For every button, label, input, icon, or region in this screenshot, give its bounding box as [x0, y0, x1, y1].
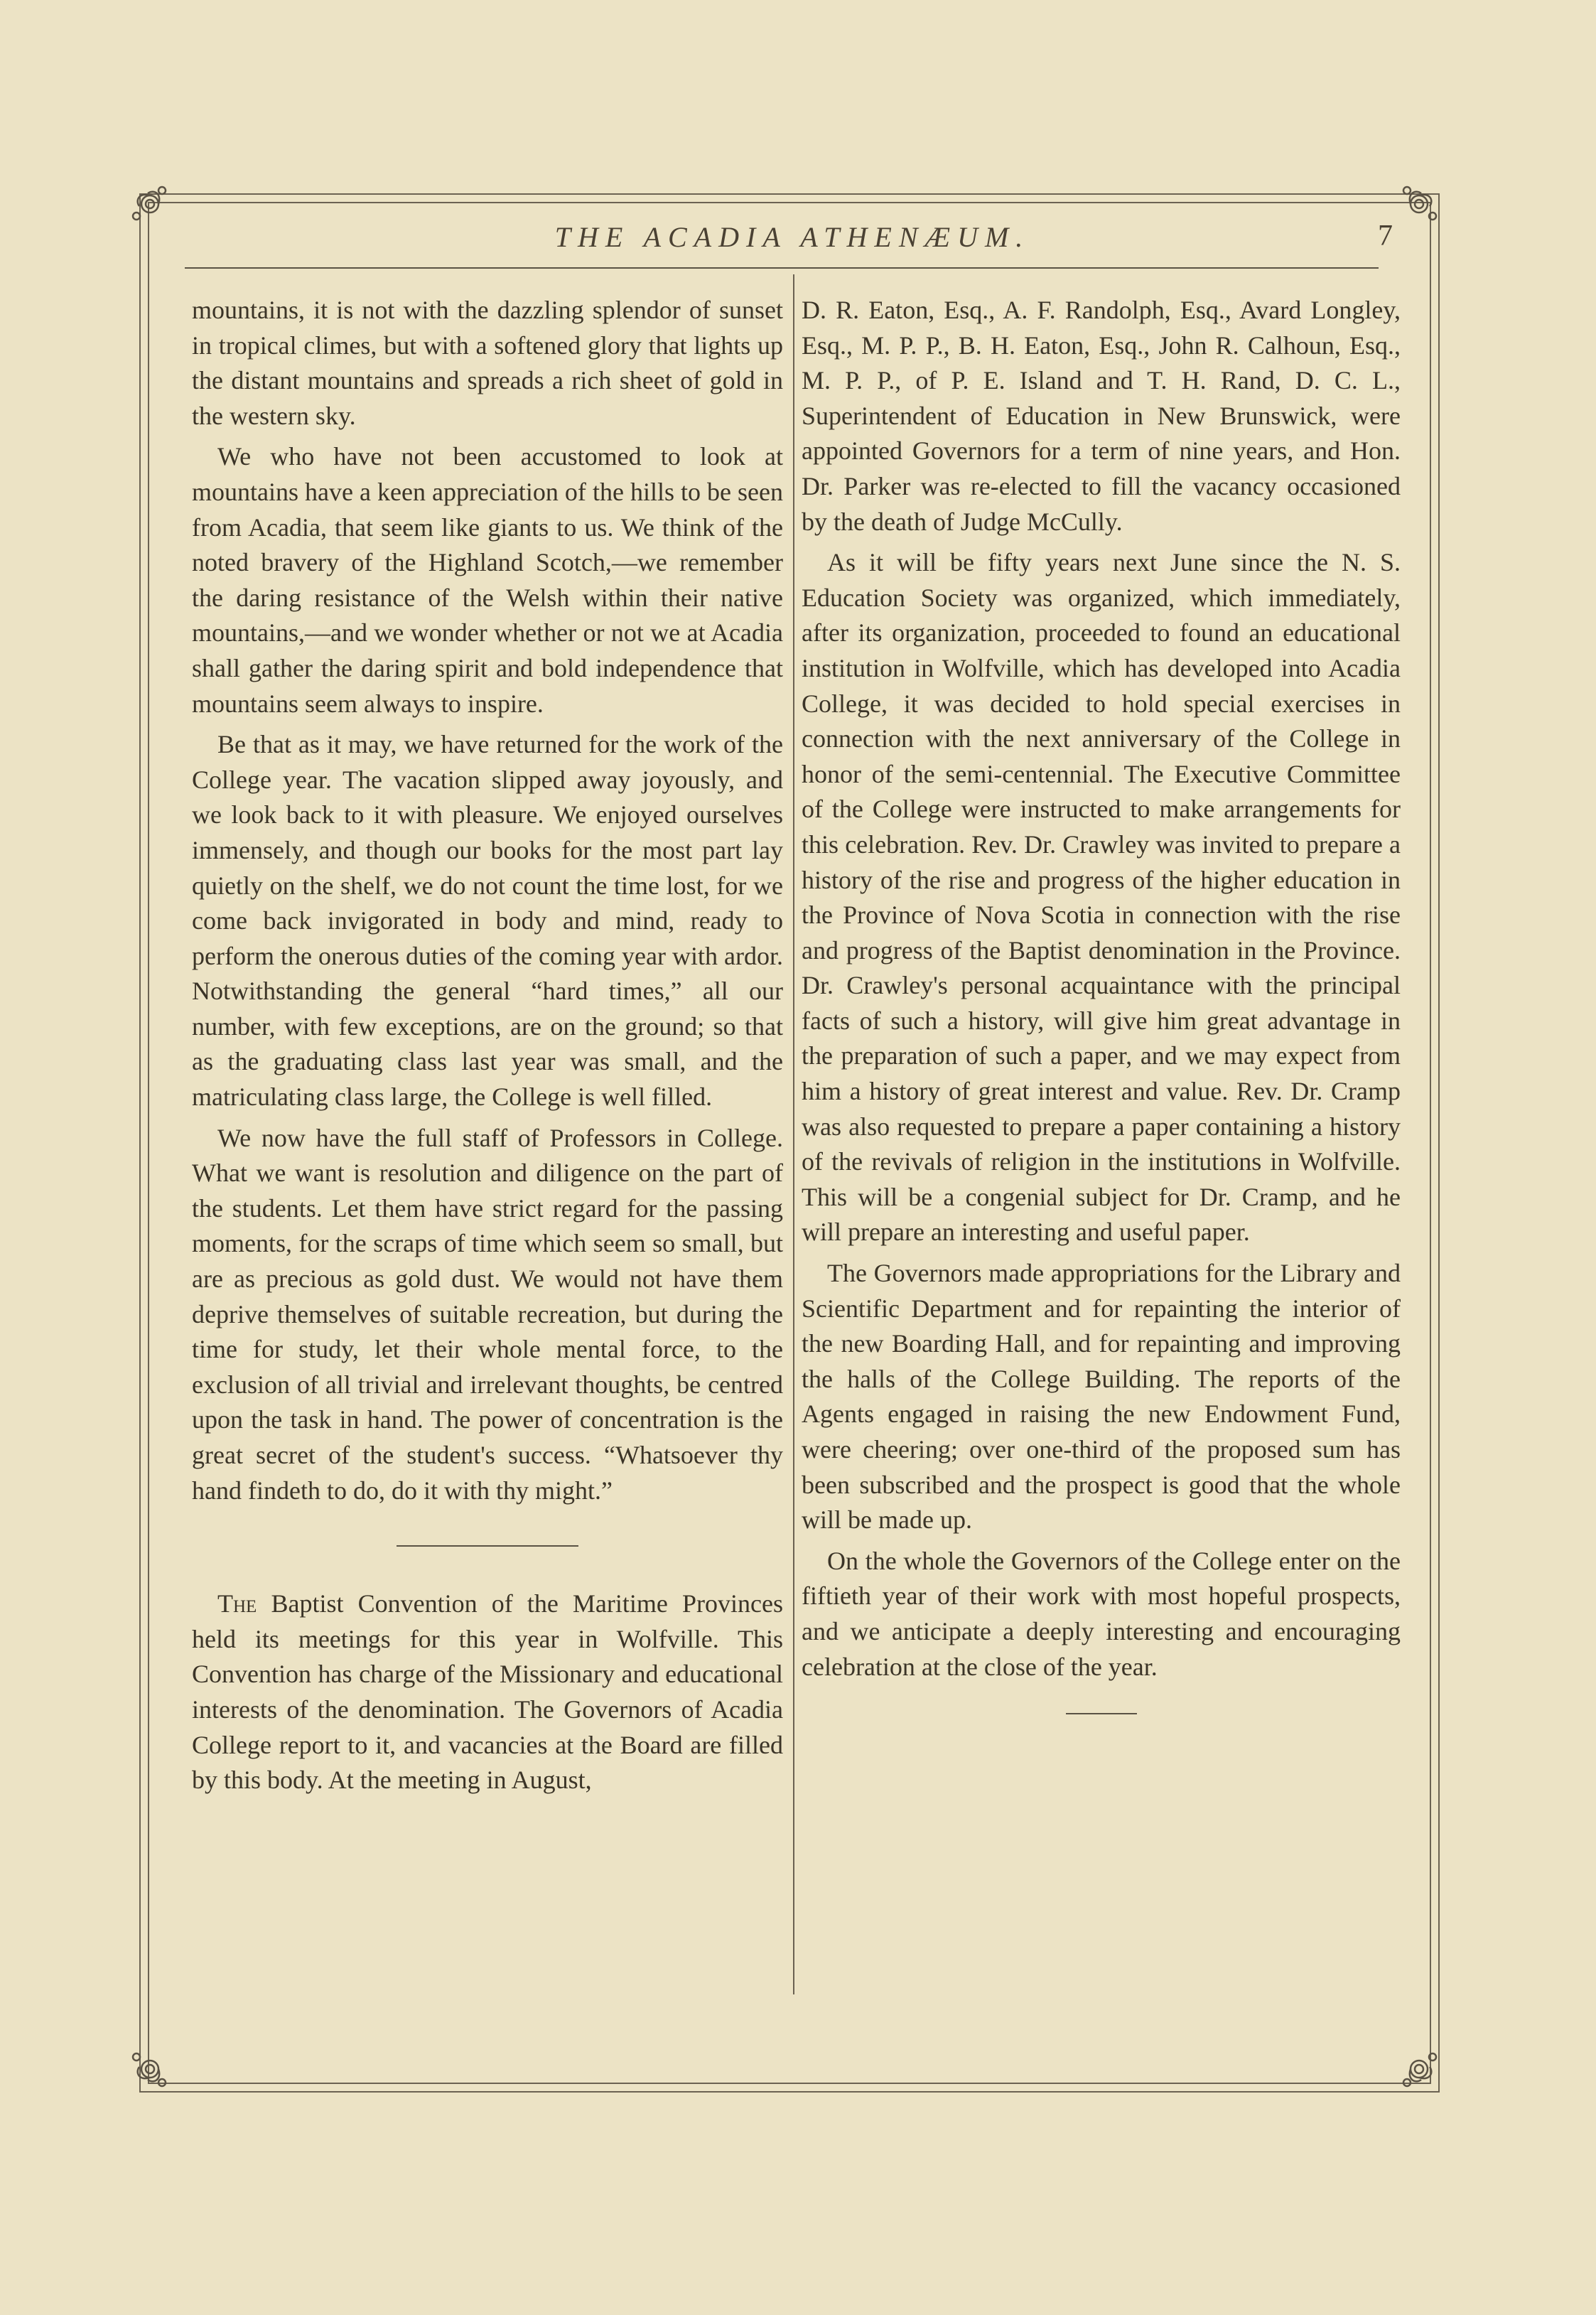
paragraph: As it will be fifty years next June since the N. S. Education Society was organized, which immediately, after its organization, proceeded to found an educational institution in Wolfville, which has developed into Acadia College, it was decided to hold special exercises in connection with the next anniversary of the College in honor of the semi-centennial. The Executive Committee of the College were instructed to make arrangements for this celebration. Rev. Dr. Crawley was invited to prepare a history of the rise and progress of the higher education in the Province of Nova Scotia in connection with the rise and progress of the Baptist denomination in the Province. Dr. Crawley's personal acquaintance with the principal facts of such a history, will give him great advantage in the preparation of such a paper, and we may expect from him a history of great interest and value. Rev. Dr. Cramp was also requested to prepare a paper containing a history of the revivals of religion in the institutions in Wolfville. This will be a congenial subject for Dr. Cramp, and he will prepare an interesting and useful paper. [802, 548, 1401, 1247]
right-column [802, 293, 1401, 1714]
article-lead-word: The [217, 1589, 257, 1618]
section-divider [397, 1545, 578, 1547]
scroll-flourish-icon [1394, 179, 1444, 229]
scroll-flourish-icon [1394, 2044, 1444, 2094]
running-header [192, 213, 1393, 270]
paragraph: Be that as it may, we have returned for the work of the College year. The vacation slipped away joyously, and we look back to it with pleasure. We enjoyed ourselves immensely, and though our books for the most part lay quietly on the shelf, we do not count the time lost, for we come back invigorated in body and mind, ready to perform the onerous duties of the coming year with ardor. Notwithstanding the general “hard times,” all our number, with few exceptions, are on the ground; so that as the graduating class last year was small, and the matriculating class large, the College is well filled. [192, 730, 783, 1112]
paragraph: mountains, it is not with the dazzling splendor of sunset in tropical climes, but with a softened glory that lights up the distant mountains and spreads a rich sheet of gold in the western sky. [192, 296, 783, 430]
journal-title: THE ACADIA ATHENÆUM. [554, 221, 1030, 253]
paragraph: The Governors made appropriations for the Library and Scientific Department and for repainting the interior of the new Boarding Hall, and for repainting and improving the halls of the College Building. The reports of the Agents engaged in raising the new Endowment Fund, were cheering; over one-third of the proposed sum has been subscribed and the prospect is good that the whole will be made up. [802, 1259, 1401, 1535]
page-number: 7 [1378, 220, 1393, 252]
left-column [192, 293, 783, 1804]
paragraph: On the whole the Governors of the College enter on the fiftieth year of their work with most hopeful prospects, and we anticipate a deeply interesting and encouraging celebration at the close of the year. [802, 1546, 1401, 1681]
header-rule [185, 267, 1379, 269]
scroll-flourish-icon [125, 2044, 175, 2094]
article-text: Baptist Convention of the Maritime Provinces held its meetings for this year in Wolfville. This Convention has charge of the Missionary and educational interests of the denomination. The Governors of Acadia College report to it, and vacancies at the Board are filled by this body. At the meeting in August, [192, 1589, 783, 1795]
paragraph: We who have not been accustomed to look at mountains have a keen appreciation of the hills to be seen from Acadia, that seem like giants to us. We think of the noted bravery of the Highland Scotch,—we remember the daring resistance of the Welsh within their native mountains,—and we wonder whether or not we at Acadia shall gather the daring spirit and bold independence that mountains seem always to inspire. [192, 442, 783, 718]
scroll-flourish-icon [125, 179, 175, 229]
paragraph: We now have the full staff of Professors in College. What we want is resolution and diligence on the part of the students. Let them have strict regard for the passing moments, for the scraps of time which seem so small, but are as precious as gold dust. We would not have them deprive themselves of suitable recreation, but during the time for study, let their whole mental force, to the exclusion of all trivial and irrelevant thoughts, be centred upon the task in hand. The power of concentration is the great secret of the student's success. “Whatsoever thy hand findeth to do, do it with thy might.” [192, 1123, 783, 1505]
article-paragraph [192, 1586, 783, 1798]
end-rule [1066, 1713, 1137, 1714]
paragraph: D. R. Eaton, Esq., A. F. Randolph, Esq., Avard Longley, Esq., M. P. P., B. H. Eaton, Esq., John R. Calhoun, Esq., M. P. P., of P. E. Island and T. H. Rand, D. C. L., Superintendent of Education in New Brunswick, were appointed Governors for a term of nine years, and Hon. Dr. Parker was re-elected to fill the vacancy occasioned by the death of Judge McCully. [802, 296, 1401, 536]
column-divider [793, 274, 794, 1994]
